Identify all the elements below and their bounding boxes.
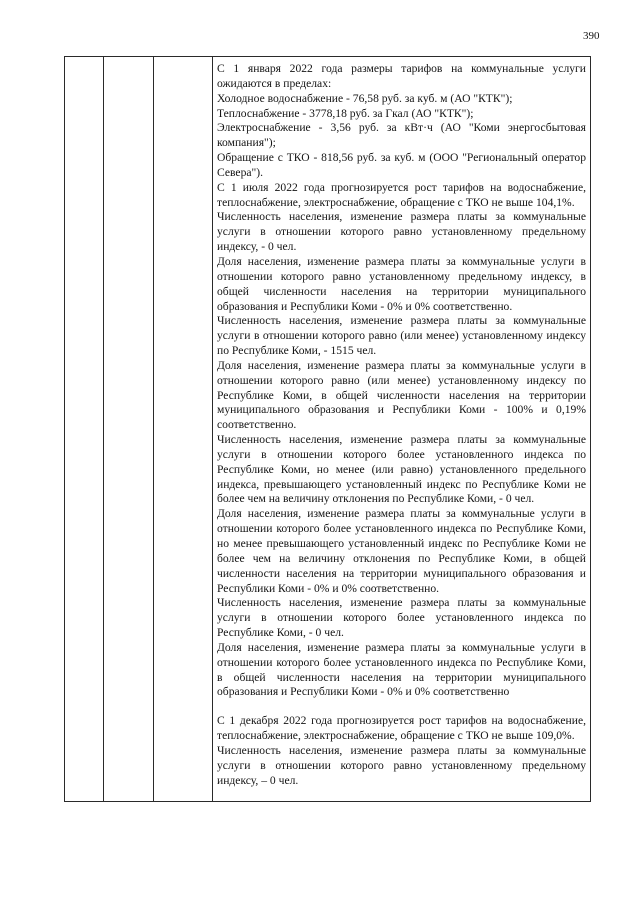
- paragraph: Доля населения, изменение размера платы за коммунальные услуги в отношении которого равно установленному предельному индексу, в общей численности населения на территории муниципального образования и Республики Коми - 0% и 0% соответственно.: [217, 254, 586, 313]
- tariff-forecast-cell: [217, 62, 586, 789]
- column-divider-1: [103, 57, 104, 801]
- paragraph: Доля населения, изменение размера платы за коммунальные услуги в отношении которого более установленного индекса по Республике Коми, но менее превышающего установленный индекс по Республике Коми не более чем на величину отклонения по Республике Коми, в общей численности населения на территории муниципального образования и Республики Коми - 0% и 0% соответственно.: [217, 507, 586, 595]
- paragraph: Электроснабжение - 3,56 руб. за кВт·ч (АО "Коми энергосбытовая компания");: [217, 121, 586, 150]
- paragraph: Численность населения, изменение размера платы за коммунальные услуги в отношении которого равно (или менее) установленному индексу по Республике Коми, - 1515 чел.: [217, 314, 586, 358]
- paragraph: С 1 декабря 2022 года прогнозируется рост тарифов на водоснабжение, теплоснабжение, электроснабжение, обращение с ТКО не выше 109,0%.: [217, 714, 586, 743]
- paragraph: Доля населения, изменение размера платы за коммунальные услуги в отношении которого равно (или менее) установленному индексу по Республике Коми, в общей численности населения на территории муниципального образования и Республики Коми - 100% и 0,19% соответственно.: [217, 358, 586, 432]
- paragraph: Численность населения, изменение размера платы за коммунальные услуги в отношении которого более установленного индекса по Республике Коми, - 0 чел.: [217, 596, 586, 640]
- paragraph: Доля населения, изменение размера платы за коммунальные услуги в отношении которого более установленного индекса по Республике Коми, в общей численности населения на территории муниципального образования и Республики Коми - 0% и 0% соответственно: [217, 640, 586, 699]
- paragraph: С 1 июля 2022 года прогнозируется рост тарифов на водоснабжение, теплоснабжение, электроснабжение, обращение с ТКО не выше 104,1%.: [217, 180, 586, 209]
- paragraph: Численность населения, изменение размера платы за коммунальные услуги в отношении которого равно установленному предельному индексу, – 0 чел.: [217, 743, 586, 787]
- paragraph: Теплоснабжение - 3778,18 руб. за Гкал (АО "КТК");: [217, 106, 474, 120]
- column-divider-2: [153, 57, 154, 801]
- column-divider-3: [212, 57, 213, 801]
- paragraph: Холодное водоснабжение - 76,58 руб. за куб. м (АО "КТК");: [217, 91, 513, 105]
- paragraph: Численность населения, изменение размера платы за коммунальные услуги в отношении которого более установленного индекса по Республике Коми, но менее (или равно) установленного предельного индекса, превышающего установленный индекс по Республике Коми не более чем на величину отклонения по Республике Коми, - 0 чел.: [217, 433, 586, 506]
- page-number: 390: [583, 30, 600, 42]
- document-table: [64, 56, 591, 802]
- paragraph: Обращение с ТКО - 818,56 руб. за куб. м (ООО "Региональный оператор Севера").: [217, 151, 586, 179]
- paragraph: Численность населения, изменение размера платы за коммунальные услуги в отношении которого равно установленному предельному индексу, - 0 чел.: [217, 210, 586, 254]
- paragraph: С 1 января 2022 года размеры тарифов на коммунальные услуги ожидаются в пределах:: [217, 62, 586, 90]
